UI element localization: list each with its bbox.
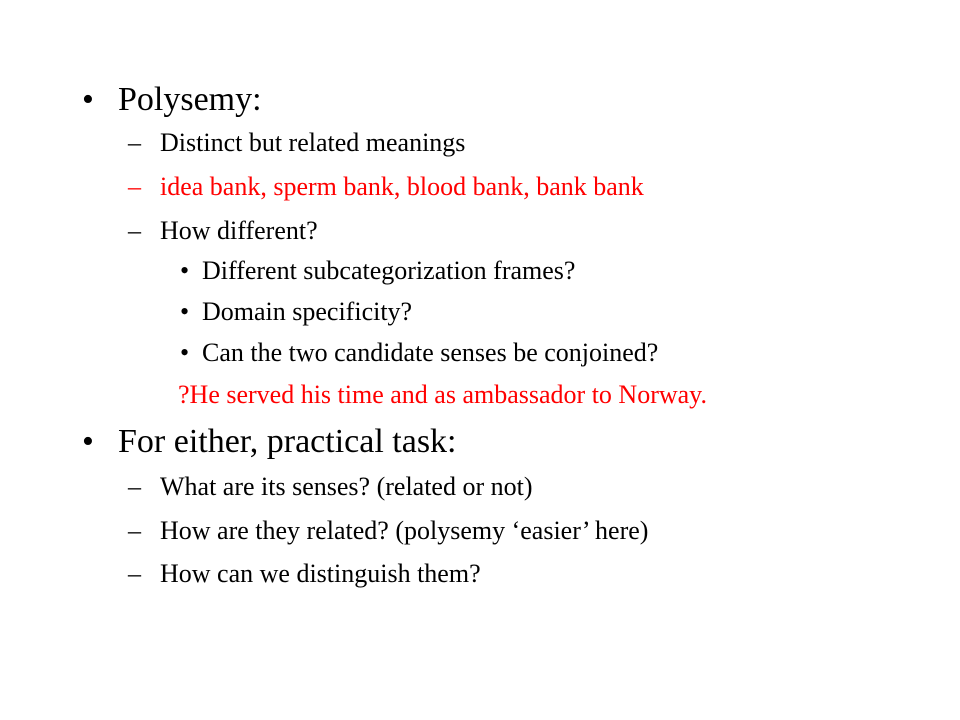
dash-marker: – [128,472,141,501]
dash-marker: – [128,216,141,245]
dash-marker: – [128,128,141,157]
bullet-marker: • [180,297,190,326]
dash-marker: – [128,172,141,201]
sub-list-item: Domain specificity? [202,297,413,326]
bullet-marker: • [82,81,94,118]
example-sentence-red: ?He served his time and as ambassador to Norway. [178,380,707,409]
list-item: How different? [160,216,318,245]
sub-list-item: Can the two candidate senses be conjoined? [202,338,659,367]
list-item: Distinct but related meanings [160,128,466,157]
list-item: How are they related? (polysemy ‘easier’ here) [160,516,649,545]
sub-list-item: Different subcategorization frames? [202,256,576,285]
bullet-marker: • [180,338,190,367]
list-item-example-red: idea bank, sperm bank, blood bank, bank bank [160,172,644,201]
dash-marker: – [128,516,141,545]
section-heading-practical-task: For either, practical task: [118,423,457,460]
section-heading-polysemy: Polysemy: [118,81,262,118]
bullet-marker: • [180,256,190,285]
dash-marker: – [128,559,141,588]
bullet-marker: • [82,423,94,460]
list-item: How can we distinguish them? [160,559,481,588]
list-item: What are its senses? (related or not) [160,472,533,501]
